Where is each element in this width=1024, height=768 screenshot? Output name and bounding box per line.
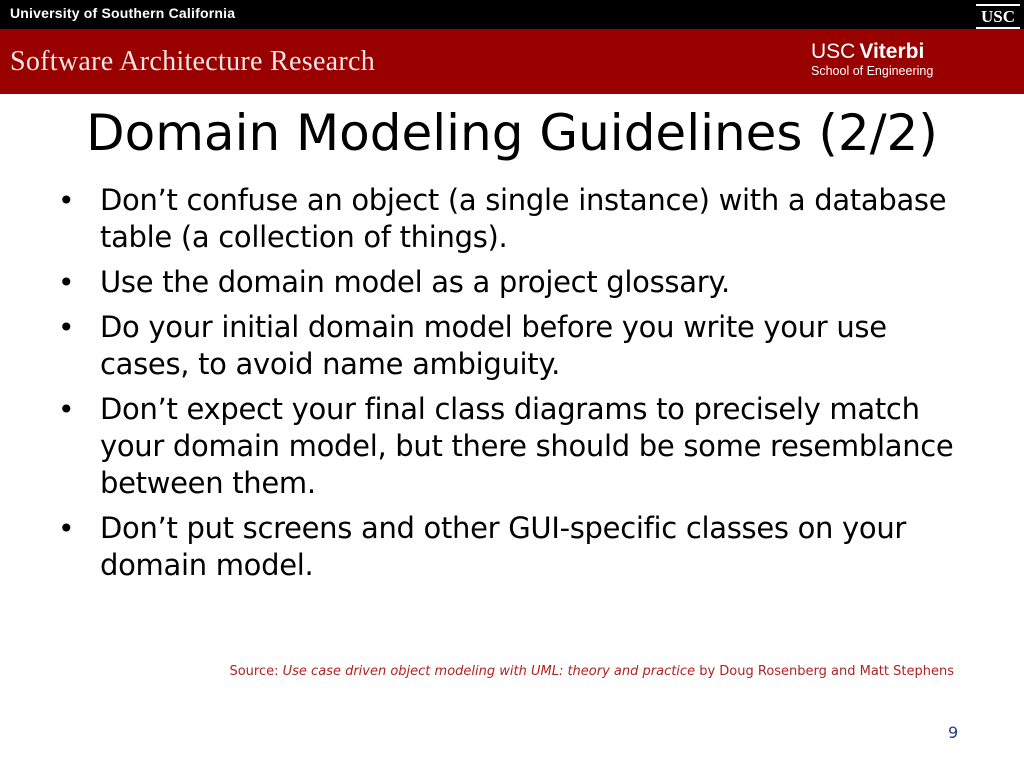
lab-name: Software Architecture Research — [10, 46, 376, 77]
bullet-item — [54, 309, 984, 383]
bullet-icon: • — [58, 184, 75, 217]
bullet-icon: • — [58, 311, 75, 344]
bullet-text: Don’t confuse an object (a single instance) with a database table (a collection of things). — [100, 183, 947, 254]
bullet-item — [54, 391, 984, 502]
source-citation — [229, 664, 954, 679]
bullet-list — [54, 182, 984, 592]
bullet-item — [54, 510, 984, 584]
slide-title: Domain Modeling Guidelines (2/2) — [86, 104, 938, 162]
university-bar — [0, 0, 1024, 29]
bullet-item — [54, 264, 984, 301]
bullet-text: Do your initial domain model before you write your use cases, to avoid name ambiguity. — [100, 310, 887, 381]
bullet-icon: • — [58, 512, 75, 545]
bullet-icon: • — [58, 266, 75, 299]
source-book-title: Use case driven object modeling with UML: theory and practice — [282, 664, 696, 679]
university-name: University of Southern California — [10, 5, 236, 21]
viterbi-logo-name: Viterbi — [859, 40, 925, 63]
bullet-icon: • — [58, 393, 75, 426]
usc-logo: USC — [976, 4, 1020, 29]
viterbi-logo-usc: USC — [811, 40, 856, 63]
viterbi-logo — [811, 41, 933, 78]
viterbi-logo-subtitle: School of Engineering — [811, 64, 934, 78]
bullet-text: Use the domain model as a project glossary. — [100, 265, 730, 299]
source-authors: by Doug Rosenberg and Matt Stephens — [695, 664, 954, 679]
bullet-text: Don’t put screens and other GUI-specific classes on your domain model. — [100, 511, 907, 582]
page-number: 9 — [948, 723, 959, 742]
lab-banner — [0, 29, 1024, 94]
bullet-text: Don’t expect your final class diagrams to precisely match your domain model, but there should be some resemblance between them. — [100, 392, 954, 500]
bullet-item — [54, 182, 984, 256]
source-prefix: Source: — [229, 664, 283, 679]
